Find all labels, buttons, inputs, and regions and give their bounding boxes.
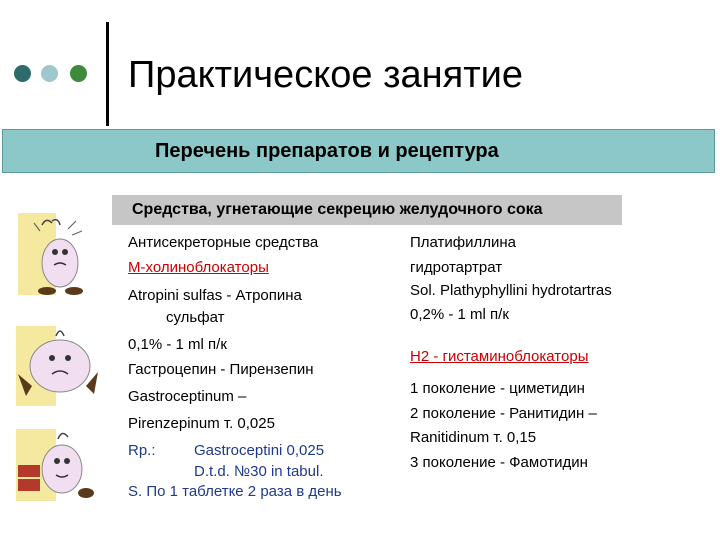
subtitle-text: Средства, угнетающие секрецию желудочного сока: [132, 201, 543, 218]
right-line-9: 3 поколение - Фамотидин: [410, 454, 588, 471]
left-line-7: Gastroceptinum –: [128, 388, 247, 405]
left-line-8: Pirenzepinum т. 0,025: [128, 415, 275, 432]
rp-dtd: D.t.d. №30 in tabul.: [194, 463, 324, 480]
rp-label: Rp.:: [128, 442, 156, 459]
right-line-6: 1 поколение - циметидин: [410, 380, 585, 397]
left-line-3: Atropini sulfas - Атропина: [128, 287, 302, 304]
section-banner: [2, 129, 715, 173]
left-line-5: 0,1% - 1 ml п/к: [128, 336, 227, 353]
bullet-dot-green: [70, 65, 87, 82]
bullet-dot-light: [41, 65, 58, 82]
rp-drug: Gastroceptini 0,025: [194, 442, 325, 459]
right-line-3: Sol. Plathyphyllini hydrotartras: [410, 282, 612, 299]
right-line-4: 0,2% - 1 ml п/к: [410, 306, 509, 323]
right-line-1: Платифиллина: [410, 234, 517, 251]
right-line-8: Ranitidinum т. 0,15: [410, 429, 537, 446]
banner-text: Перечень препаратов и рецептура: [155, 140, 499, 162]
left-line-1: Антисекреторные средства: [128, 234, 319, 251]
subtitle-bar: [112, 195, 622, 225]
right-line-7: 2 поколение - Ранитидин –: [410, 405, 597, 422]
rp-signa: S. По 1 таблетке 2 раза в день: [128, 483, 342, 500]
bullet-dot-dark: [14, 65, 31, 82]
cartoon-figure-2: [12, 320, 104, 410]
slide-title: Практическое занятие: [128, 54, 523, 96]
title-divider: [106, 22, 109, 126]
cartoon-figure-1: [12, 205, 104, 300]
right-line-2: гидротартрат: [410, 259, 503, 276]
right-heading-h2-blockers: Н2 - гистаминоблокаторы: [410, 348, 589, 365]
left-line-4: сульфат: [166, 309, 225, 326]
left-line-6: Гастроцепин - Пирензепин: [128, 361, 314, 378]
cartoon-figure-3: [12, 425, 104, 505]
left-heading-m-cholinoblockers: М-холиноблокаторы: [128, 259, 269, 276]
